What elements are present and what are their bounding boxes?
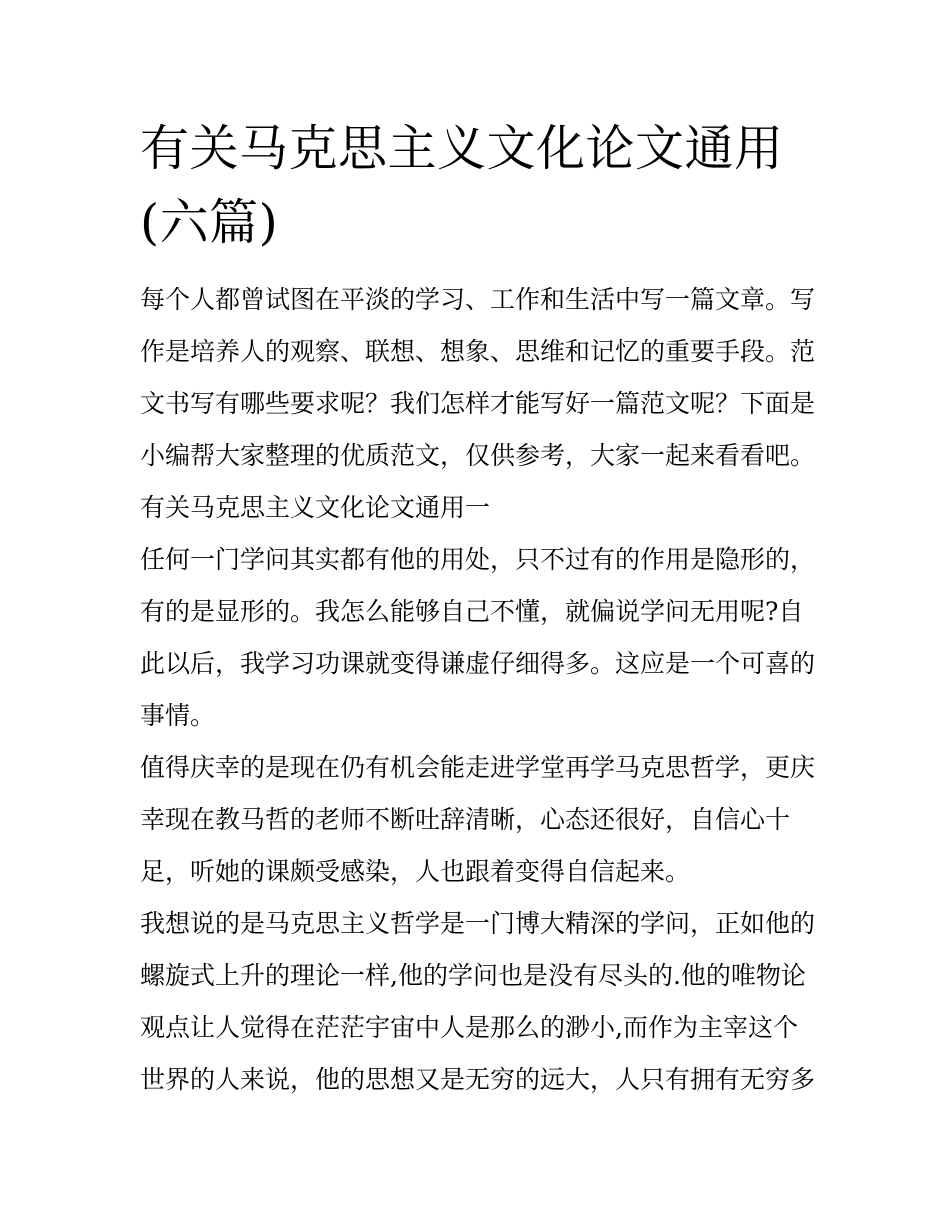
body-text-line: 有的是显形的。我怎么能够自己不懂，就偏说学问无用呢?自: [140, 597, 804, 626]
body-text-line: 世界的人来说，他的思想又是无穷的远大，人只有拥有无穷多: [140, 1065, 816, 1094]
body-text-line: 任何一门学问其实都有他的用处，只不过有的作用是隐形的，: [140, 545, 816, 574]
body-text-line: 每个人都曾试图在平淡的学习、工作和生活中写一篇文章。写: [140, 285, 816, 314]
body-text-line: 作是培养人的观察、联想、想象、思维和记忆的重要手段。范: [140, 337, 816, 366]
body-text-line: 足，听她的课颇受感染，人也跟着变得自信起来。: [140, 857, 691, 886]
body-text-line: 值得庆幸的是现在仍有机会能走进学堂再学马克思哲学，更庆: [140, 753, 816, 782]
document-body: [140, 274, 820, 1106]
body-text-line: 我想说的是马克思主义哲学是一门博大精深的学问，正如他的: [140, 909, 816, 938]
body-text-line: 事情。: [140, 701, 216, 730]
body-text-line: 小编帮大家整理的优质范文，仅供参考，大家一起来看看吧。: [140, 441, 816, 470]
section-heading: 有关马克思主义文化论文通用一: [140, 493, 491, 522]
body-text-line: 此以后，我学习功课就变得谦虚仔细得多。这应是一个可喜的: [140, 649, 816, 678]
title-line: (六篇): [140, 194, 279, 251]
body-text-line: 幸现在教马哲的老师不断吐辞清晰，心态还很好，自信心十: [140, 805, 791, 834]
document-title: [140, 112, 820, 260]
document-content: [140, 112, 820, 1106]
body-text-line: 文书写有哪些要求呢？我们怎样才能写好一篇范文呢？下面是: [140, 389, 816, 418]
body-text-line: 螺旋式上升的理论一样,他的学问也是没有尽头的.他的唯物论: [140, 961, 806, 990]
body-text-line: 观点让人觉得在茫茫宇宙中人是那么的渺小,而作为主宰这个: [140, 1013, 798, 1042]
title-line: 有关马克思主义文化论文通用: [140, 120, 784, 177]
